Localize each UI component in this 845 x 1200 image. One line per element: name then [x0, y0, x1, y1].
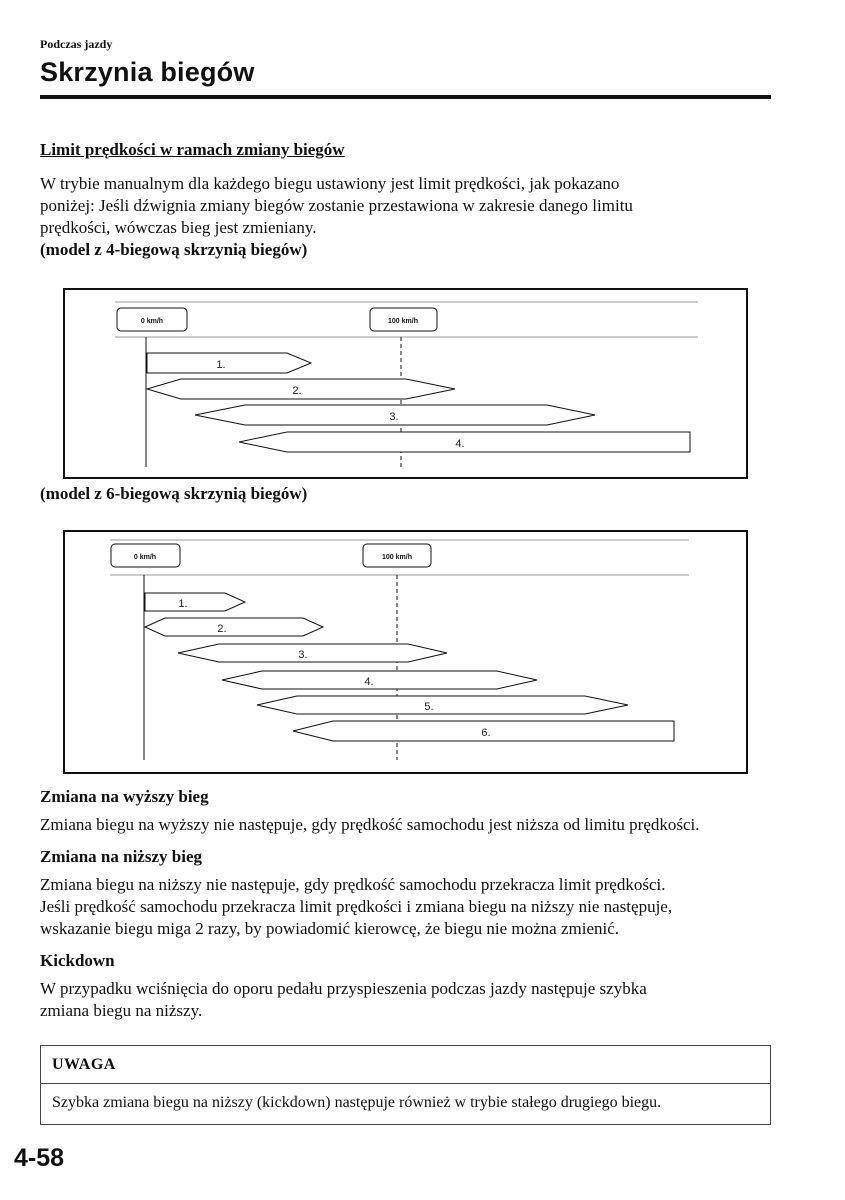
- note-text: Szybka zmiana biegu na niższy (kickdown) następuje również w trybie stałego drugiego biegu.: [52, 1094, 662, 1111]
- title-divider: [40, 95, 771, 99]
- paragraph-line: poniżej: Jeśli dźwignia zmiany biegów zostanie przestawiona w zakresie danego limitu: [40, 196, 633, 215]
- gear-label-1: 1.: [216, 359, 226, 371]
- section-label: Podczas jazdy: [40, 37, 113, 51]
- downshift-paragraph: [40, 874, 780, 940]
- gear-label-5: 5.: [424, 701, 434, 713]
- gear-diagram-4-speed: [63, 288, 748, 479]
- upshift-text: Zmiana biegu na wyższy nie następuje, gdy prędkość samochodu jest niższa od limitu prędkości.: [40, 815, 700, 834]
- speed-100-label: 100 km/h: [388, 318, 418, 325]
- page-title: Skrzynia biegów: [40, 57, 255, 87]
- gear-diagram-6-svg: [65, 532, 746, 772]
- paragraph-line: W trybie manualnym dla każdego biegu ustawiony jest limit prędkości, jak pokazano: [40, 174, 620, 193]
- kickdown-heading: Kickdown: [40, 951, 115, 970]
- paragraph-line: zmiana biegu na niższy.: [40, 1001, 203, 1020]
- page-number: 4-58: [14, 1144, 65, 1172]
- model-6-caption: (model z 6-biegową skrzynią biegów): [40, 484, 308, 503]
- gear-range-3: [178, 644, 447, 662]
- speed-start-label: 0 km/h: [140, 318, 164, 325]
- speed-start-label: 0 km/h: [133, 554, 157, 561]
- speed-limit-paragraph: [40, 173, 780, 239]
- gear-label-3: 3.: [298, 649, 308, 661]
- gear-label-1: 1.: [178, 598, 188, 610]
- upshift-heading: Zmiana na wyższy bieg: [40, 787, 209, 806]
- gear-range-1: [147, 353, 311, 373]
- gear-range-5: [257, 696, 628, 714]
- gear-range-2: [145, 618, 323, 636]
- gear-label-2: 2.: [292, 385, 302, 397]
- gear-label-3: 3.: [389, 411, 399, 423]
- note-box: [40, 1045, 771, 1125]
- paragraph-line: Zmiana biegu na niższy nie następuje, gdy prędkość samochodu przekracza limit prędkości.: [40, 875, 666, 894]
- speed-100-label: 100 km/h: [382, 554, 412, 561]
- note-title: UWAGA: [41, 1046, 770, 1084]
- speed-limit-heading: Limit prędkości w ramach zmiany biegów: [40, 140, 345, 159]
- paragraph-line: wskazanie biegu miga 2 razy, by powiadomić kierowcę, że biegu nie można zmienić.: [40, 919, 620, 938]
- kickdown-paragraph: [40, 978, 780, 1022]
- gear-label-4: 4.: [364, 676, 374, 688]
- downshift-heading: Zmiana na niższy bieg: [40, 847, 202, 866]
- paragraph-line: W przypadku wciśnięcia do oporu pedału przyspieszenia podczas jazdy następuje szybka: [40, 979, 647, 998]
- gear-range-4: [222, 671, 537, 689]
- gear-label-4: 4.: [455, 438, 465, 450]
- gear-diagram-6-speed: [63, 530, 748, 774]
- model-4-caption: (model z 4-biegową skrzynią biegów): [40, 240, 308, 259]
- gear-label-6: 6.: [481, 727, 491, 739]
- gear-diagram-4-svg: [65, 290, 746, 477]
- paragraph-line: prędkości, wówczas bieg jest zmieniany.: [40, 218, 317, 237]
- gear-range-1: [145, 593, 245, 611]
- paragraph-line: Jeśli prędkość samochodu przekracza limit prędkości i zmiana biegu na niższy nie następuje,: [40, 897, 673, 916]
- gear-label-2: 2.: [217, 623, 227, 635]
